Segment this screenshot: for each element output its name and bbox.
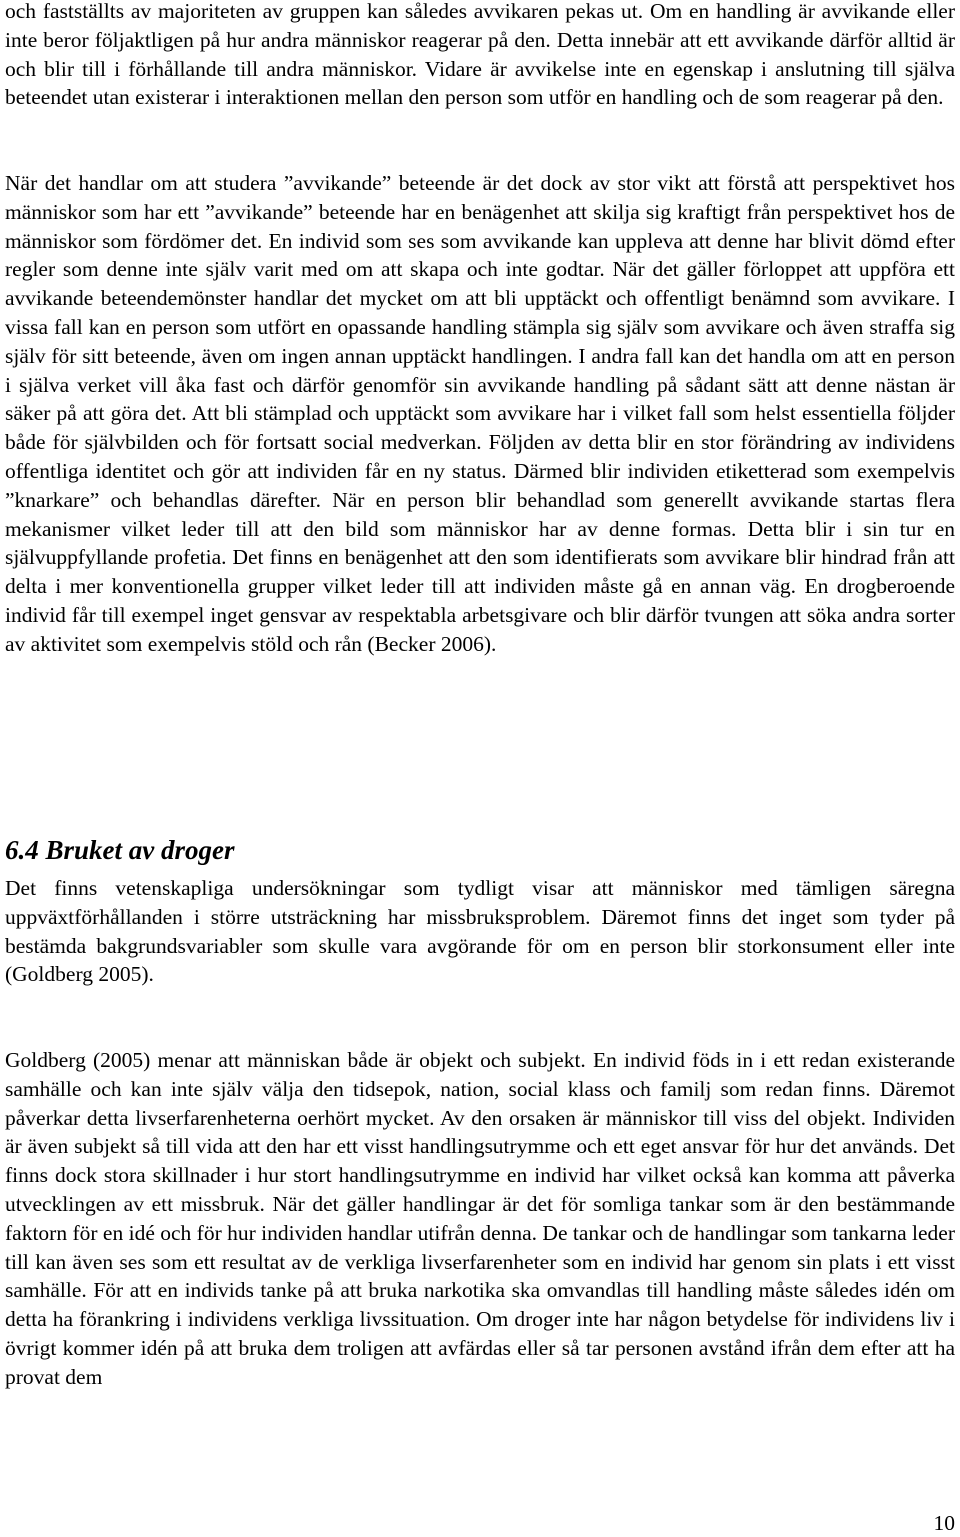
paragraph-deviant-perspective: När det handlar om att studera ”avvikande” beteende är det dock av stor vikt att förstå att perspektivet hos människor som har ett ”avvikande” beteende har en benägenhet att skilja sig kraftigt från perspektivet hos de människor som fördömer det. En individ som ses som avvikande kan uppleva att denne har blivit dömd efter regler som denne inte själv varit med om att skapa och inte godtar. När det gäller förloppet att uppföra ett avvikande beteendemönster handlar det mycket om att bli upptäckt och offentligt benämnd som avvikare. I vissa fall kan en person som utfört en opassande handling stämpla sig själv som avvikare och även straffa sig själv för sitt beteende, även om ingen annan upptäckt handlingen. I andra fall kan det handla om att en person i själva verket vill åka fast och därför genomför sin avvikande handling på sådant sätt att denne nästan är säker på att göra det. Att bli stämplad och upptäckt som avvikare har i vilket fall som helst essentiella följder både för självbilden och för fortsatt social medverkan. Följden av detta blir en stor förändring av individens offentliga identitet och gör att individen får en ny status. Därmed blir individen etiketterad som exempelvis ”knarkare” och behandlas därefter. När en person blir behandlad som generellt avvikande startas flera mekanismer vilket leder till att den bild som människor har av denne formas. Detta blir i sin tur en självuppfyllande profetia. Det finns en benägenhet att den som identifierats som avvikare blir hindrad från att delta i mer konventionella grupper vilket leder till att individen måste gå en annan väg. En drogberoende individ får till exempel inget gensvar av respektabla arbetsgivare och blir därför tvungen att söka andra sorter av aktivitet som exempelvis stöld och rån (Becker 2006). [5,171,955,656]
page-number: 10 [933,1511,955,1535]
paragraph-drug-use-intro: Det finns vetenskapliga undersökningar som tydligt visar att människor med tämligen säregna uppväxtförhållanden i större utsträckning har missbruksproblem. Däremot finns det inget som tyder på bestämda bakgrundsvariabler som skulle vara avgörande för om en person blir storkonsument eller inte (Goldberg 2005). [5,876,955,987]
paragraph-goldberg: Goldberg (2005) menar att människan både är objekt och subjekt. En individ föds in i ett redan existerande samhälle och kan inte själv välja den tidsepok, nation, social klass och familj som redan finns. Däremot påverkar detta livserfarenheterna oerhört mycket. Av den orsaken är människor till viss del objekt. Individen är även subjekt så till vida att den har ett visst handlingsutrymme och ett eget ansvar för hur det används. Det finns dock stora skillnader i hur stort handlingsutrymme en individ har vilket också kan komma att påverka utvecklingen av ett missbruk. När det gäller handlingar är det för somliga tankar som är den bestämmande faktorn för en idé och för hur individen handlar utifrån denna. De tankar och de handlingar som tankarna leder till kan även ses som ett resultat av de verkliga livserfarenheter som en individ har genom sin plats i ett visst samhälle. För att en individs tanke på att bruka narkotika ska omvandlas till handling måste således idén om detta ha förankring i individens verkliga livssituation. Om droger inte har någon betydelse för individens liv i övrigt kommer idén på att bruka dem troligen att avfärdas eller så tar personen avstånd ifrån dem efter att ha provat dem [5,1048,955,1389]
section-heading: 6.4 Bruket av droger [5,835,235,865]
paragraph-intro-continuation: och fastställts av majoriteten av gruppen kan således avvikaren pekas ut. Om en handling är avvikande eller inte beror följaktligen på hur andra människor reagerar på den. Detta innebär att ett avvikande därför alltid är och blir till i förhållande till andra människor. Vidare är avvikelse inte en egenskap i anslutning till själva beteendet utan existerar i interaktionen mellan den person som utför en handling och de som reagerar på den. [5,0,955,110]
